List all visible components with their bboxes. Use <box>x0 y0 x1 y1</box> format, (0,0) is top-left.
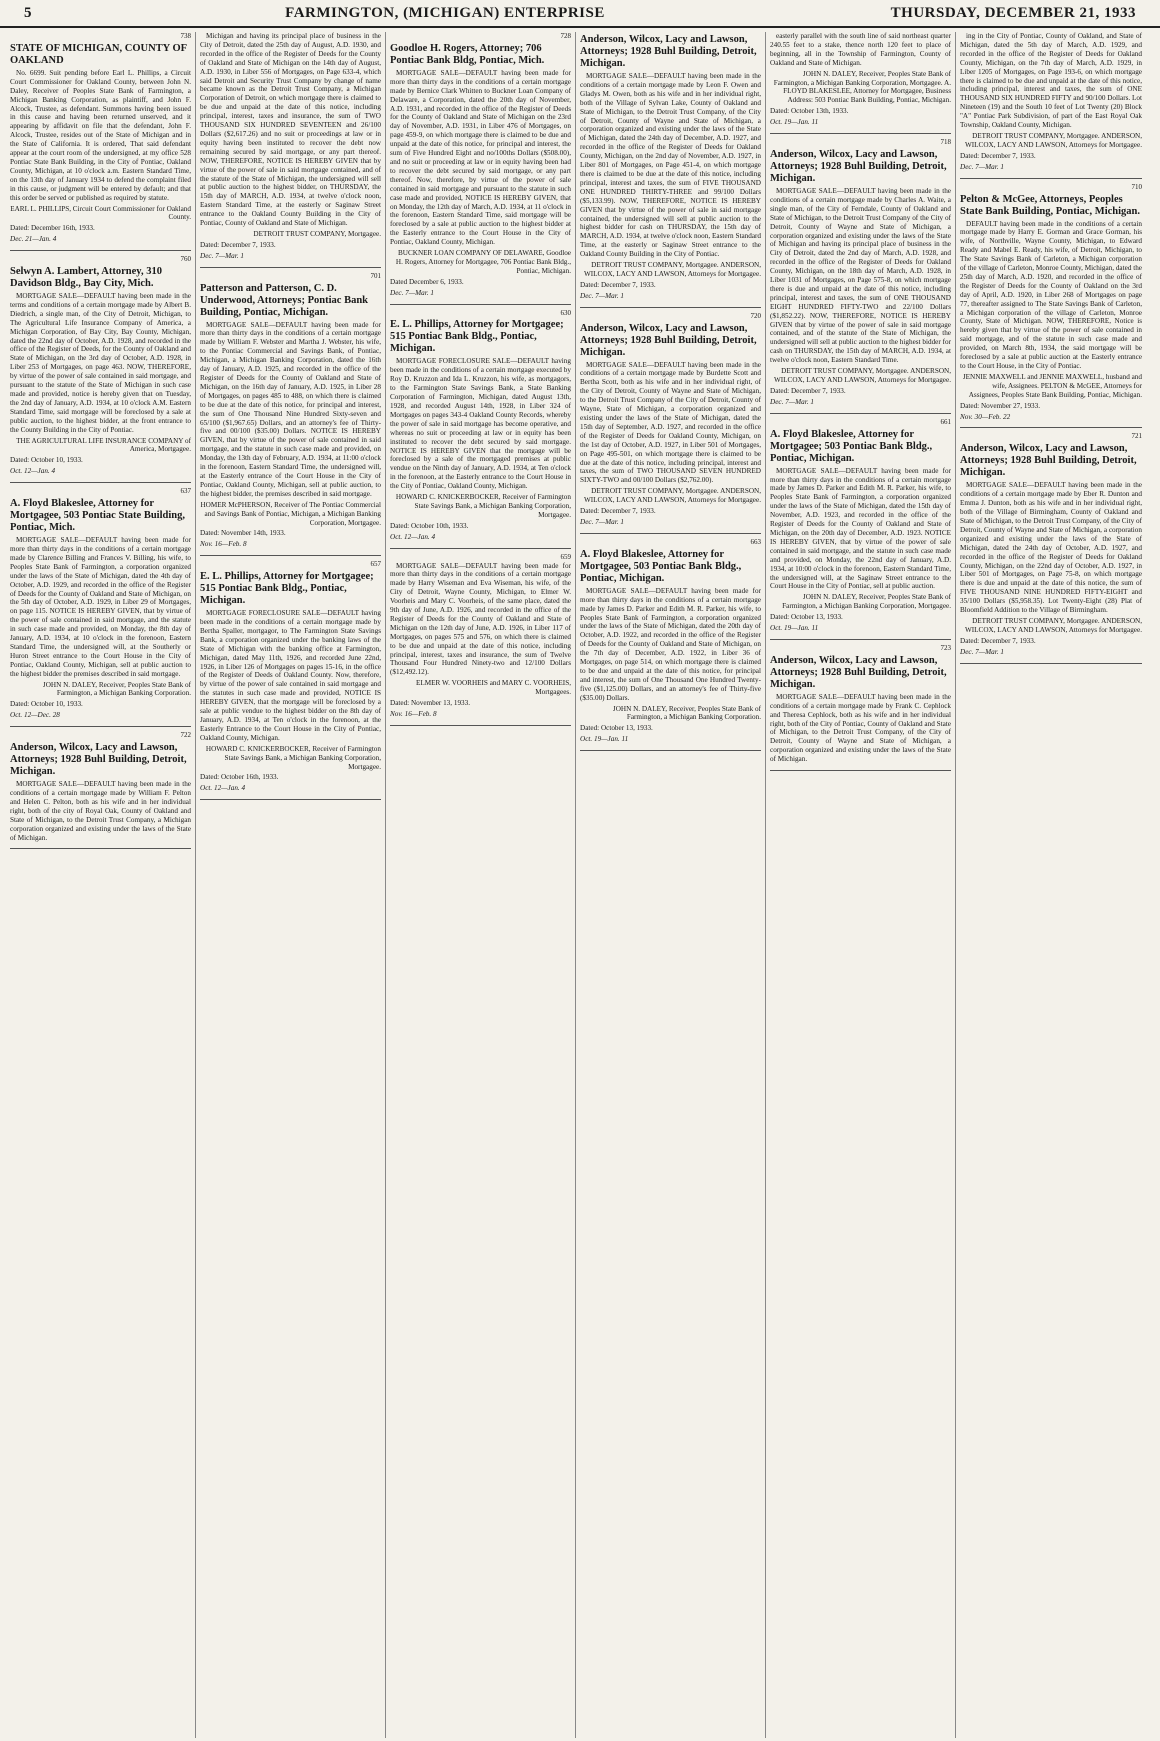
notice-run-dates: Oct. 19—Jan. 11 <box>770 624 819 633</box>
notice-divider <box>10 482 191 483</box>
notice-run-dates: Dec. 7—Mar. 1 <box>580 291 624 300</box>
notice-run-dates: Nov. 16—Feb. 8 <box>200 540 247 549</box>
notice-run-dates: Dec. 7—Mar. 1 <box>390 288 434 297</box>
notice-body: MORTGAGE SALE—DEFAULT having been made in the conditions of a certain mortgage made by Frank C. Cephlock and Theresa Cephlock, both as his wife and in her individual right, both of the City of Pontiac, County of Oakland and State of Michigan, to the Detroit Trust Company, of the City of Detroit, County of Wayne and State of Michigan, a corporation organized and existing under the laws of the State of Michigan. <box>770 692 951 764</box>
column-2 <box>196 32 386 1738</box>
notice-divider <box>770 770 951 771</box>
notice-number: 710 <box>1131 182 1142 191</box>
notice-divider <box>10 250 191 251</box>
legal-notice <box>770 644 951 764</box>
notice-number: 738 <box>180 32 191 40</box>
legal-notice <box>960 432 1142 656</box>
notice-heading: Pelton & McGee, Attorneys, Peoples State Bank Building, Pontiac, Michigan. <box>960 193 1140 217</box>
notice-date: Dated: December 7, 1933. <box>960 636 1036 645</box>
notice-heading: A. Floyd Blakeslee, Attorney for Mortgagee, 503 Pontiac Bank Bldg., Pontiac, Michigan. <box>580 548 742 584</box>
notice-number: 722 <box>180 731 191 740</box>
legal-notice <box>10 255 191 476</box>
notice-run-dates: Nov. 16—Feb. 8 <box>390 710 437 718</box>
notice-date: Dated: October 16th, 1933. <box>200 773 279 782</box>
notice-body: easterly parallel with the south line of said northeast quarter 240.55 feet to a stake, thence north 120 feet to place of beginning, all in the Township of Farmington, County of Oakland and State of Michigan. <box>770 32 951 67</box>
legal-notice <box>200 272 381 550</box>
notice-divider <box>10 848 191 849</box>
notice-signature: DETROIT TRUST COMPANY, Mortgagee. ANDERSON, WILCOX, LACY AND LAWSON, Attorneys for Mortgagee. <box>583 487 761 505</box>
notice-number: 630 <box>560 308 571 317</box>
notice-date: Dated: December 7, 1933. <box>580 280 656 289</box>
notice-body: ing in the City of Pontiac, County of Oakland, and State of Michigan, dated the 5th day of March, A.D. 1929, and recorded in the office of the Register of Deeds for Oakland County, Michigan, on the 7th day of March, A.D. 1929, in Liber 1205 of Mortgages, on Page 193-6, on which mortgage there is claimed to be due and unpaid at the date of this notice, including principal, interest and taxes, the sum of ONE THOUSAND SIX HUNDRED FIFTY and 90/100 Dollars. Lot Nineteen (19) and the South 10 feet of Lot Twenty (20) Block "A" Pontiac Park Subdivision, of part of the East Royal Oak Township, Oakland County, Michigan. <box>960 32 1142 130</box>
notice-divider <box>960 427 1142 428</box>
notice-body: MORTGAGE SALE—DEFAULT having been made for more than thirty days in the conditions of a certain mortgage made by James D. Parker and Edith M. R. Parker, his wife, to Peoples State Bank of Farmington, a corporation organized under the laws of the State of Michigan, dated the 15th day of November, A.D. 1923, and recorded in the office of the Register of Deeds for the County of Oakland and State of Michigan, on the 20th day of December, A.D. 1923. NOTICE IS HEREBY GIVEN, that by virtue of the power of sale contained in said mortgage, and the statute in such case made and provided, on Monday, the 22nd day of January, A.D. 1934, at 10:00 o'clock in the forenoon, Eastern Standard Time, the undersigned will, at the Saginaw Street entrance to the Court House in the City of Pontiac, sell at public auction. <box>770 466 951 591</box>
column-6 <box>956 32 1146 1738</box>
notice-run-dates: Dec. 7—Mar. 1 <box>960 162 1004 171</box>
issue-date: THURSDAY, DECEMBER 21, 1933 <box>890 4 1136 21</box>
notice-number: 663 <box>750 537 761 546</box>
notice-divider <box>390 548 571 549</box>
notice-body: DEFAULT having been made in the conditions of a certain mortgage made by Harry E. Gorman and Grace Gorman, his wife, of Northville, Wayne County, Michigan, to Edward Ready and Mabel E. Ready, his wife, of Detroit, Michigan, to The State Savings Bank of Carleton, a Michigan corporation of the village of Carleton, Monroe County, Michigan, dated the 25th day of March, A.D. 1920, and recorded in the office of the Register of Deeds for the County of Oakland on the 3rd day of April, A.D. 1920, in Liber 268 of Mortgages on page 77, thereafter assigned to The State Savings Bank of Carleton, a Michigan corporation of the village of Carleton, Monroe County, State of Michigan. NOW, THEREFORE, Notice is hereby given that by virtue of the power of sale contained in said mortgage, and of the statute in such case made and provided, on March 8th, 1934, the said mortgage will be foreclosed by a sale at public auction at the Easterly entrance to the Court House, in the City of Pontiac. <box>960 219 1142 370</box>
notice-body: MORTGAGE SALE—DEFAULT having been made for more than thirty days in the conditions of a certain mortgage made by James D. Parker and Edith M. R. Parker, his wife, to Peoples State Bank of Farmington, a corporation organized under the laws of the State of Michigan, dated the 20th day of October, A.D. 1922, and recorded in the office of the Register of Deeds for the County of Oakland and State of Michigan, on the 7th day of December, A.D. 1922, in Liber 36 of Mortgages, on page 514, on which mortgage there is claimed to be due and unpaid at the date of this notice, for principal and interest, the sum of One Thousand One Hundred Twenty-five ($1,125.00) Dollars, and an attorney's fee of Thirty-five ($35.00) Dollars. <box>580 586 761 702</box>
notice-date: Dated: October 10th, 1933. <box>390 521 469 530</box>
notice-date: Dated: December 7, 1933. <box>960 151 1036 160</box>
notice-body: MORTGAGE SALE—DEFAULT having been made in the conditions of a certain mortgage made by Eber R. Dunton and Emma J. Dunton, both as his wife and in her individual right, both of the Village of Birmingham, County of Oakland and State of Michigan, to the Detroit Trust Company, of the City of Detroit, County of Wayne and State of Michigan, a corporation organized and existing under the laws of the State of Michigan, dated the 24th day of October, A.D. 1927, and recorded in the office of the Register of Deeds for Oakland County, Michigan, on the 22nd day of October, A.D. 1927, in Liber 501 of Mortgages, on Page 75-8, on which mortgage there is due and unpaid at the date of this notice, the sum of FIVE THOUSAND NINE HUNDRED FIFTY-EIGHT and 35/100 Dollars ($5,958.35). Lot Twenty-Eight (28) Plat of Bloomfield Addition to the Village of Birmingham. <box>960 481 1142 615</box>
notice-run-dates: Dec. 21—Jan. 4 <box>10 235 57 244</box>
notice-divider <box>200 555 381 556</box>
notice-body: MORTGAGE SALE—DEFAULT having been made in the conditions of a certain mortgage made by Charles A. Waite, a single man, of the City of Ferndale, County of Oakland and State of Michigan, to the Detroit Trust Company of the City of Detroit, County of Wayne and State of Michigan, a corporation organized and existing under the laws of the State of Michigan and having its principal place of business in the City of Detroit, dated the 2nd day of March, A.D. 1928, and recorded in the office of the Register of Deeds for Oakland County, Michigan, on the 18th day of March, A.D. 1928, in Liber 1031 of Mortgages, on Page 575-8, on which mortgage there is due and unpaid at the date of this notice, including principal, interest and taxes, the sum of ONE THOUSAND EIGHT HUNDRED FIFTY-TWO and 22/100 Dollars ($1,852.22). NOW, THEREFORE, NOTICE IS HEREBY GIVEN that by virtue of the power of sale in said mortgage contained, and of the statute of the State of Michigan, the undersigned will sell at public auction to the highest bidder for cash on THURSDAY, the 15th day of MARCH, A.D. 1934, at twelve o'clock noon, Eastern Standard Time. <box>770 186 951 365</box>
notice-divider <box>200 799 381 800</box>
notice-run-dates: Nov. 30—Feb. 22 <box>960 412 1011 421</box>
page-number: 5 <box>24 4 32 21</box>
column-5 <box>766 32 956 1738</box>
notice-date: Dated: December 7, 1933. <box>200 240 276 249</box>
legal-notice <box>390 32 571 298</box>
notice-date: Dated: October 13, 1933. <box>580 724 653 733</box>
notice-signature: DETROIT TRUST COMPANY, Mortgagee. ANDERSON, WILCOX, LACY AND LAWSON, Attorneys for Mortgagee. <box>773 367 951 384</box>
notice-number: 760 <box>180 255 191 264</box>
column-3 <box>386 32 576 1738</box>
notice-body: MORTGAGE SALE—DEFAULT having been made in the terms and conditions of a certain mortgage made by Albert B. Diedrich, a single man, of the City of Detroit, Michigan, to The Agricultural Life Insurance Company of America, a Michigan Corporation, of Bay City, Bay County, Michigan, dated the 22nd day of October, A.D. 1928, and recorded in the office of the Register of Deeds, for the County of Oakland and State of Michigan, on the 3rd day of October, A.D. 1928, in Liber 253 of Mortgages, on page 463. NOW, THEREFORE, by virtue of the power of sale contained in said mortgage, and pursuant to the statute of the State of Michigan in such case made and provided, notice is hereby given that on Tuesday, the 2nd day of January, A.D. 1934, at 10 o'clock A.M. Eastern Standard Time, said mortgage will be foreclosed by a sale at public auction, to the highest bidder, at the front entrance to the County Building in the City of Pontiac. <box>10 292 191 434</box>
notice-heading: Anderson, Wilcox, Lacy and Lawson, Attorneys; 1928 Buhl Building, Detroit, Michigan. <box>580 322 757 358</box>
notice-divider <box>960 178 1142 179</box>
notice-date: Dated: October 10, 1933. <box>10 700 83 709</box>
legal-notice <box>10 731 191 842</box>
notice-run-dates: Oct. 12—Jan. 4 <box>10 467 56 476</box>
notice-divider <box>200 267 381 268</box>
notice-run-dates: Oct. 12—Jan. 4 <box>200 784 246 793</box>
page-header <box>0 0 1160 28</box>
notice-run-dates: Dec. 7—Mar. 1 <box>200 251 244 260</box>
notice-divider <box>390 304 571 305</box>
notice-body: No. 6699. Suit pending before Earl L. Phillips, a Circuit Court Commissioner for Oakland County, between John N. Daley, Receiver of Peoples State Bank of Farmington, a Michigan Banking Corporation, as plaintiff, and John F. Alcock, Trustee, as defendant. Summons having been issued in this cause and having been returned unserved, and it appearing by affidavit on file that the defendant, John F. Alcock, Trustee, resides out of the State of Michigan and in the State of California. It is ordered, That said defendant appear at the court room of the undersigned, at my office 528 Pontiac State Bank Building, in the City of Pontiac, Oakland County, Michigan, at 10 o'clock a.m. Eastern Standard Time, on the 13th day of January 1934 to defend the complaint filed in this cause, or judgment will be entered by default; and that this order be served or published as required by statute. <box>10 68 191 202</box>
legal-notice <box>10 487 191 720</box>
notice-body: MORTGAGE FORECLOSURE SALE—DEFAULT having been made in the conditions of a certain mortgage executed by Roy D. Kruzzon and Ida L. Kruzzon, his wife, as mortgagors, to the Farmington State Savings Bank, a State Banking Corporation of Farmington, Michigan, dated August 13th, 1928, and recorded August 14th, 1928, in Liber 324 of Mortgages on pages 343-4 Oakland County Records, whereby the power of sale in said mortgage has become operative, and whereas no suit or proceeding at law or in equity has been instituted to recover the debt secured by said mortgage. NOTICE IS HEREBY GIVEN that the mortgage will be foreclosed by a sale of the mortgaged premises at public vendue on the Ninth day of January, A.D. 1934, at Ten o'clock in the forenoon, at the Easterly entrance to the Court House in the City of Pontiac, Oakland County, Michigan. <box>390 357 571 491</box>
notice-body: Michigan and having its principal place of business in the City of Detroit, dated the 25th day of August, A.D. 1930, and recorded in the office of the Register of Deeds for the County of Oakland and State of Michigan on the 14th day of August, A.D. 1930, in Liber 556 of Mortgages, on Page 633-4, which said Detroit and Security Trust Company by change of name became known as the Detroit Trust Company, a Michigan Corporation of Detroit, on which mortgage there is claimed to be due and unpaid at the date of this notice, including principal, interest, taxes and insurance, the sum of TWO THOUSAND SIX HUNDRED SEVENTEEN and 26/100 Dollars ($2,617.26) and no suit or proceedings at law or in equity having been instituted to recover the debt now remaining secured by said mortgage, or any part thereof. NOW, THEREFORE, NOTICE IS HEREBY GIVEN that by virtue of the power of sale in said mortgage contained, and of the statute of the State of Michigan, the undersigned will sell at public auction to the highest bidder, on THURSDAY, the 15th day of MARCH, A.D. 1934, at twelve o'clock noon, Eastern Standard Time, at the easterly or Saginaw Street entrance to the Oakland County Building in the City of Pontiac, County of Oakland and State of Michigan. <box>200 32 381 228</box>
notice-signature: JENNIE MAXWELL and JENNIE MAXWELL, husband and wife, Assignees. PELTON & McGEE, Attorneys for Assignees, Peoples State Bank Building, Pontiac, Michigan. <box>962 372 1142 399</box>
notice-divider <box>10 726 191 727</box>
notice-heading: E. L. Phillips, Attorney for Mortgagee; 515 Pontiac Bank Bldg., Pontiac, Michigan. <box>390 319 564 355</box>
legal-notice <box>770 418 951 633</box>
legal-notice <box>390 553 571 719</box>
notice-date: Dated: December 7, 1933. <box>580 507 656 516</box>
notice-body: MORTGAGE SALE—DEFAULT having been made for more than thirty days in the conditions of a certain mortgage made by William F. Webster and Martha J. Webster, his wife, to the Pontiac Commercial and Savings Bank, of Pontiac, Michigan, a Michigan Banking Corporation, dated the 16th day of January, A.D. 1925, and recorded in the office of the Register of Deeds for the County of Oakland and State of Michigan, on the 16th day of January, A.D. 1925, in Liber 28 of Mortgages, on pages 485 to 488, on which there is claimed to be due at the date of this notice, for principal and interest, the sum of One Thousand Nine Hundred Sixty-seven and 65/100 ($1,967.65) Dollars, and an attorney's fee of Thirty-five and 00/100 ($35.00) Dollars. NOTICE IS HEREBY GIVEN, that by virtue of the power of sale contained in said mortgage, and the statute in such case made and provided, on Monday, the 13th day of February, A.D. 1934, at 11:00 o'clock in the forenoon, Eastern Standard Time, the undersigned will, at the Easterly entrance of the Court House in the City of Pontiac, Oakland County, Michigan, sell at public auction, to the highest bidder, the premises described in said mortgage. <box>200 320 381 498</box>
notice-run-dates: Oct. 12—Dec. 28 <box>10 711 60 720</box>
notice-number: 718 <box>940 138 951 147</box>
notice-divider <box>580 307 761 308</box>
notice-date: Dated: November 13, 1933. <box>390 699 471 708</box>
notice-date: Dated: October 10, 1933. <box>10 456 83 465</box>
notice-divider <box>390 725 571 726</box>
column-1 <box>6 32 196 1738</box>
notice-heading: E. L. Phillips, Attorney for Mortgagee; 515 Pontiac Bank Bldg., Pontiac, Michigan. <box>200 571 374 607</box>
notice-signature: DETROIT TRUST COMPANY, Mortgagee. ANDERSON, WILCOX, LACY AND LAWSON, Attorneys for Mortgagee. <box>583 261 761 278</box>
notice-date: Dated: November 27, 1933. <box>960 401 1041 410</box>
legal-notice <box>960 32 1142 172</box>
notice-heading: Selwyn A. Lambert, Attorney, 310 Davidson Bldg., Bay City, Mich. <box>10 266 162 290</box>
notice-signature: DETROIT TRUST COMPANY, Mortgagee. <box>253 229 381 238</box>
notice-body: MORTGAGE SALE—DEFAULT having been made in the conditions of a certain mortgage made by Burdette Scott and Bertha Scott, both as his wife and in her individual right, of the City of Detroit, County of Wayne and State of Michigan, to the Detroit Trust Company of the City of Detroit, County of Wayne, State of Michigan, a corporation organized and existing under the laws of the State of Michigan, dated the 15th day of September, A.D. 1927, and recorded in the office of the Register of Deeds for Oakland County, Michigan, on the 1st day of October, A.D. 1927, in Liber 501 of Mortgages, on Page 495-501, on which mortgage there is claimed to be due at the date of this notice, including principal, interest and taxes, the sum of TWO THOUSAND SEVEN HUNDRED SIXTY-TWO and 00/100 Dollars ($2,762.00). <box>580 360 761 485</box>
legal-notice <box>580 34 761 301</box>
notice-date: Dated: December 16th, 1933. <box>10 224 95 233</box>
notice-signature: JOHN N. DALEY, Receiver, Peoples State Bank of Farmington, a Michigan Banking Corporation. <box>612 704 761 722</box>
notice-heading: STATE OF MICHIGAN, COUNTY OF OAKLAND <box>10 42 187 66</box>
notice-divider <box>770 133 951 134</box>
notice-divider <box>770 413 951 414</box>
notice-run-dates: Oct. 19—Jan. 11 <box>770 118 819 127</box>
notice-heading: Anderson, Wilcox, Lacy and Lawson, Attorneys; 1928 Buhl Building, Detroit, Michigan. <box>10 742 187 778</box>
notice-signature: HOWARD C. KNICKERBOCKER, Receiver of Farmington State Savings Bank, a Michigan Banking Corporation, Mortgagee. <box>395 493 571 519</box>
notice-body: MORTGAGE FORECLOSURE SALE—DEFAULT having been made in the conditions of a certain mortgage made by Bertha Spaller, mortgagor, to The Farmington State Savings Bank, a corporation organized under the banking laws of the State of Michigan with the banking office at Farmington, Michigan, dated May 11th, 1926, and recorded June 22nd, 1926, in Liber 126 of Mortgages on pages 15-16, in the office of the Register of Deeds of Oakland County. Now, therefore, by virtue of the power of sale contained in said mortgage and the statutes in such case made and provided, NOTICE IS HEREBY GIVEN, that the mortgage will be foreclosed by a sale at public vendue to the highest bidder on the 8th day of January, A.D. 1934, at Ten o'clock in the forenoon, at the Easterly Entrance to the Court House in the City of Pontiac, Oakland County, Michigan. <box>200 609 381 742</box>
notice-run-dates: Dec. 7—Mar. 1 <box>770 397 814 406</box>
notice-run-dates: Oct. 19—Jan. 11 <box>580 735 629 744</box>
legal-notice <box>10 32 191 244</box>
notice-date: Dated December 6, 1933. <box>390 277 464 286</box>
notice-divider <box>580 533 761 534</box>
notice-number: 723 <box>940 643 951 652</box>
masthead: FARMINGTON, (MICHIGAN) ENTERPRISE <box>285 4 605 21</box>
notice-number: 728 <box>560 32 571 40</box>
notice-heading: Goodloe H. Rogers, Attorney; 706 Pontiac Bank Bldg, Pontiac, Mich. <box>390 42 545 66</box>
legal-notice <box>580 538 761 744</box>
notice-date: Dated: October 13, 1933. <box>770 613 843 622</box>
notice-number: 720 <box>750 311 761 320</box>
notice-body: MORTGAGE SALE—DEFAULT having been made in the conditions of a certain mortgage made by William F. Pelton and Helen C. Pelton, both as his wife and in her individual right, both of the city of Royal Oak, County of Oakland and State of Michigan, to the Detroit Trust Company, a Michigan corporation organized and existing under the laws of the State of Michigan. <box>10 780 191 842</box>
notice-date: Dated: October 13th, 1933. <box>770 107 849 116</box>
notice-divider <box>960 663 1142 664</box>
notice-divider <box>770 639 951 640</box>
notice-body: MORTGAGE SALE—DEFAULT having been made for more than thirty days in the conditions of a certain mortgage made by Clarence Billing and Frances V. Billing, his wife, to Peoples State Bank of Farmington, a corporation organized under the laws of the State of Michigan, dated the 4th day of October, A.D. 1929, and recorded in the office of the Register of Deeds for the County of Oakland and State of Michigan, on the 5th day of October, A.D. 1929, in Liber 29 of Mortgages, on page 115. NOTICE IS HEREBY GIVEN, that by virtue of the power of sale contained in said mortgage, and the statute in such case made and provided, on Monday, the 8th day of January, A.D. 1934, at 10 o'clock in the forenoon, Eastern Standard Time, the undersigned will, at the Southerly or Huron Street entrance to the Court House in the City of Pontiac, Oakland County, Michigan, sell at public auction to the highest bidder the premises described in said mortgage. <box>10 536 191 678</box>
legal-notice <box>770 138 951 407</box>
notice-signature: JOHN N. DALEY, Receiver, Peoples State Bank of Farmington, a Michigan Banking Corporation, Mortgagee. A. FLOYD BLAKESLEE, Attorney for Mortgagee, Business Address: 503 Pontiac Bank Building, Pontiac, Michigan. <box>773 69 951 105</box>
column-4 <box>576 32 766 1738</box>
notice-number: 661 <box>940 417 951 426</box>
notice-body: MORTGAGE SALE—DEFAULT having been made for more than thirty days in the conditions of a certain mortgage made by Harry Wiseman and Eva Wiseman, his wife, of the City of Detroit, Wayne County, Michigan, to Elmer W. Voorheis and Mary C. Voorheis, of the same place, dated the 9th day of June, A.D. 1926, and recorded in the office of the Register of Deeds for the County of Oakland and State of Michigan on the 12th day of June, A.D. 1926, in Liber 117 of Mortgages, on pages 575 and 576, on which there is claimed to be due and unpaid at the date of this notice, including principal, interest, taxes and insurance, the sum of Twelve Thousand Four Hundred Ninety-two and 12/100 Dollars ($12,492.12). <box>390 561 571 677</box>
notice-signature: JOHN N. DALEY, Receiver, Peoples State Bank of Farmington, a Michigan Banking Corporation, Mortgagee. <box>782 593 951 611</box>
legal-notice <box>200 32 381 261</box>
notice-signature: EARL L. PHILLIPS, Circuit Court Commissioner for Oakland County. <box>10 204 191 222</box>
notice-signature: DETROIT TRUST COMPANY, Mortgagee. ANDERSON, WILCOX, LACY AND LAWSON, Attorneys for Mortgagee. <box>964 616 1142 634</box>
notice-heading: A. Floyd Blakeslee, Attorney for Mortgagee; 503 Pontiac Bank Bldg., Pontiac, Michigan. <box>770 428 933 464</box>
legal-notice <box>390 309 571 542</box>
notice-divider <box>580 750 761 751</box>
notice-date: Dated: December 7, 1933. <box>770 386 846 395</box>
notice-body: MORTGAGE SALE—DEFAULT having been made in the conditions of a certain mortgage made by Leon F. Owen and Gladys M. Owen, both as his wife and in her individual right, both of the Village of Sylvan Lake, County of Oakland and State of Michigan, to the Detroit Trust Company, of the City of Detroit, County of Wayne and State of Michigan, a corporation organized and existing under the laws of the State of Michigan, dated the 24th day of December, A.D. 1927, and recorded in the office of the Register of Deeds for Oakland County, Michigan, on the 2nd day of November, A.D. 1927, in Liber 801 of Mortgages, on Page 451-4, on which mortgage there is claimed to be due at the date of this notice, including principal, interest and taxes, the sum of FIVE THOUSAND ONE HUNDRED THIRTY-THREE and 99/100 Dollars ($5,133.99). NOW, THEREFORE, NOTICE IS HEREBY GIVEN that by virtue of the power of sale in said mortgage contained, the undersigned will sell at public auction to the highest bidder for cash on THURSDAY, the 15th day of MARCH, A.D. 1934, at twelve o'clock noon, Eastern Standard Time, at the easterly or Saginaw Street entrance to the Oakland County Building in the City of Pontiac. <box>580 72 761 259</box>
legal-notice <box>200 560 381 793</box>
notice-date: Dated: November 14th, 1933. <box>200 529 286 538</box>
notice-heading: Anderson, Wilcox, Lacy and Lawson, Attorneys; 1928 Buhl Building, Detroit, Michigan. <box>770 148 947 184</box>
notice-signature: DETROIT TRUST COMPANY, Mortgagee. ANDERSON, WILCOX, LACY AND LAWSON, Attorneys for Mortgagee. <box>964 131 1142 149</box>
legal-notice <box>960 183 1142 422</box>
notice-heading: Anderson, Wilcox, Lacy and Lawson, Attorneys; 1928 Buhl Building, Detroit, Michigan. <box>580 34 757 69</box>
legal-notice <box>580 312 761 527</box>
legal-notice <box>770 32 951 127</box>
notice-run-dates: Dec. 7—Mar. 1 <box>960 647 1004 656</box>
notice-heading: Anderson, Wilcox, Lacy and Lawson, Attorneys; 1928 Buhl Building, Detroit, Michigan. <box>770 654 947 690</box>
notice-heading: Anderson, Wilcox, Lacy and Lawson, Attorneys; 1928 Buhl Building, Detroit, Michigan. <box>960 443 1137 479</box>
notice-number: 659 <box>560 552 571 561</box>
notice-signature: HOMER McPHERSON, Receiver of The Pontiac Commercial and Savings Bank of Pontiac, Michigan, a Michigan Banking Corporation, Mortgagee. <box>200 500 381 527</box>
notice-signature: ELMER W. VOORHEIS and MARY C. VOORHEIS, Mortgagees. <box>415 679 571 697</box>
notice-number: 637 <box>180 487 191 496</box>
notice-number: 657 <box>370 560 381 569</box>
notice-run-dates: Oct. 12—Jan. 4 <box>390 532 436 541</box>
notice-run-dates: Dec. 7—Mar. 1 <box>580 517 624 526</box>
notice-number: 701 <box>370 271 381 280</box>
notice-signature: HOWARD C. KNICKERBOCKER, Receiver of Farmington State Savings Bank, a Michigan Banking Corporation, Mortgagee. <box>205 744 381 771</box>
notice-body: MORTGAGE SALE—DEFAULT having been made for more than thirty days in the conditions of a certain mortgage made by Bernice Clark Whitten to Buckner Loan Company of Delaware, a Corporation, dated the 20th day of November, A.D. 1931, and recorded in the office of the Register of Deeds for the County of Oakland and State of Michigan on the 23rd day of November, A.D. 1931, in Liber 476 of Mortgages, on page 459-9, on which mortgage there is claimed to be due and unpaid at the date of this notice, for principal and interest, the sum of Five Hundred Eight and no/100ths Dollars ($508.00), and no suit or proceeding at law or in equity having been had to recover the debt secured by said mortgage, or any part thereof. Now, therefore, by virtue of the power of sale contained in said mortgage and pursuant to the statute in such case made and provided, NOTICE IS HEREBY GIVEN, that on Monday, the 12th day of March, A.D. 1934, at 11 o'clock in the forenoon, Eastern Standard Time, said mortgage will be foreclosed by a sale at public auction to the highest bidder at the Easterly entrance to the Court House in the City of Pontiac, Oakland County, Michigan. <box>390 68 571 247</box>
notice-signature: THE AGRICULTURAL LIFE INSURANCE COMPANY of America, Mortgagee. <box>16 436 191 454</box>
notice-number: 721 <box>1131 432 1142 441</box>
notice-signature: BUCKNER LOAN COMPANY OF DELAWARE, Goodloe H. Rogers, Attorney for Mortgagee, 706 Pontiac Bank Bldg., Pontiac, Michigan. <box>395 249 571 275</box>
notice-heading: Patterson and Patterson, C. D. Underwood, Attorneys; Pontiac Bank Building, Pontiac, Michigan. <box>200 282 369 318</box>
notice-columns <box>0 28 1160 1738</box>
notice-heading: A. Floyd Blakeslee, Attorney for Mortgagee, 503 Pontiac State Building, Pontiac, Mich. <box>10 498 185 534</box>
notice-signature: JOHN N. DALEY, Receiver, Peoples State Bank of Farmington, a Michigan Banking Corporation. <box>42 680 191 698</box>
